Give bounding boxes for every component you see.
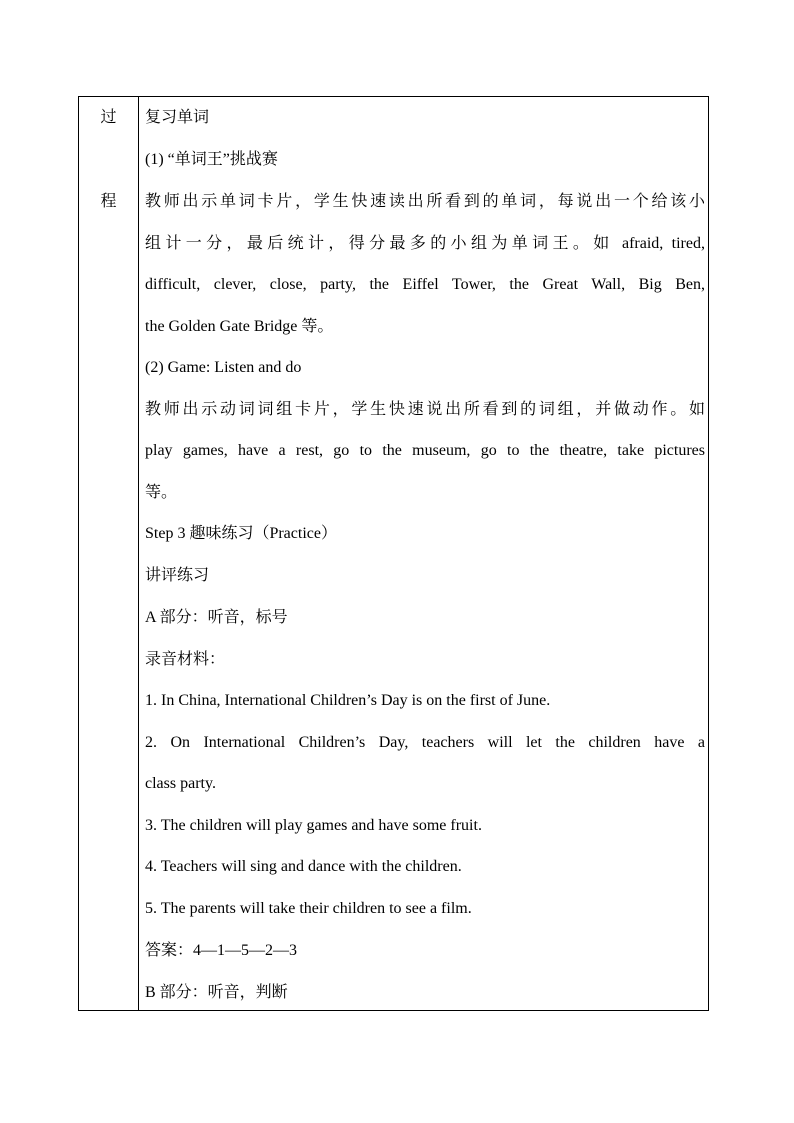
paragraph-line: difficult, clever, close, party, the Eiffel Tower, the Great Wall, Big Ben, xyxy=(145,276,705,293)
part-b-heading: B 部分：听音，判断 xyxy=(145,984,288,1001)
step-3-heading: Step 3 趣味练习（Practice） xyxy=(145,525,337,542)
answer-key: 答案：4—1—5—2—3 xyxy=(145,942,298,959)
activity-word-king: (1) “单词王”挑战赛 xyxy=(145,151,278,168)
section-heading-review-words: 复习单词 xyxy=(145,109,210,126)
paragraph-line: 等。 xyxy=(145,484,178,501)
paragraph-line: play games, have a rest, go to the museum, go to the theatre, take pictures xyxy=(145,442,705,459)
recording-material-label: 录音材料： xyxy=(145,651,226,668)
recording-sentence-2-cont: class party. xyxy=(145,775,216,792)
part-a-heading: A 部分：听音，标号 xyxy=(145,609,288,626)
recording-sentence-5: 5. The parents will take their children to see a film. xyxy=(145,900,472,917)
paragraph-line: 组计一分，最后统计，得分最多的小组为单词王。如 afraid, tired, xyxy=(145,235,705,252)
paragraph-line: 教师出示单词卡片，学生快速读出所看到的单词，每说出一个给该小 xyxy=(145,193,705,210)
process-label-char-2: 程 xyxy=(100,193,117,210)
paragraph-line: 教师出示动词词组卡片，学生快速说出所看到的词组，并做动作。如 xyxy=(145,401,705,418)
recording-sentence-2: 2. On International Children’s Day, teachers will let the children have a xyxy=(145,734,705,751)
process-label-char-1: 过 xyxy=(100,109,117,126)
recording-sentence-1: 1. In China, International Children’s Day is on the first of June. xyxy=(145,692,551,709)
lesson-table xyxy=(78,96,709,1011)
review-exercises-heading: 讲评练习 xyxy=(145,567,210,584)
recording-sentence-3: 3. The children will play games and have some fruit. xyxy=(145,817,482,834)
paragraph-line: the Golden Gate Bridge 等。 xyxy=(145,318,334,335)
column-divider xyxy=(138,97,139,1010)
recording-sentence-4: 4. Teachers will sing and dance with the children. xyxy=(145,858,462,875)
activity-listen-and-do: (2) Game: Listen and do xyxy=(145,359,302,376)
